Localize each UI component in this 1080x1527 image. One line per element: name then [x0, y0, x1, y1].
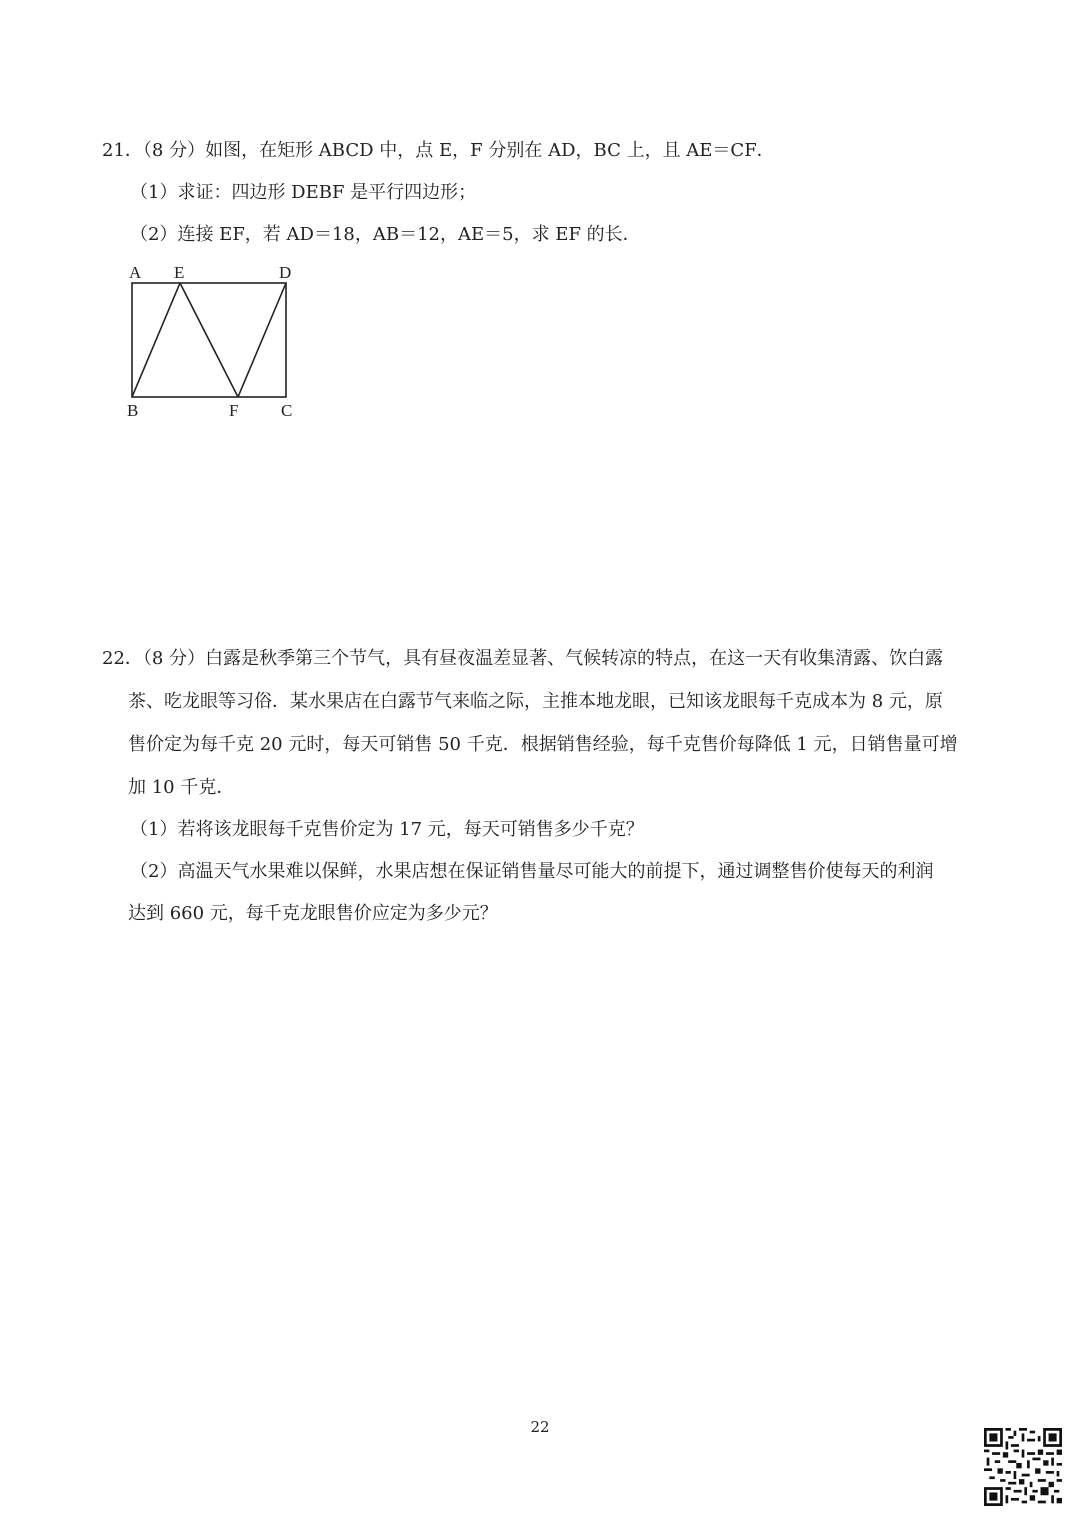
q21-stem: 21．（8 分）如图，在矩形 ABCD 中，点 E，F 分别在 AD，BC 上，且 AE＝CF．	[102, 140, 775, 161]
segment-be	[132, 283, 180, 397]
q22-part2-line2: 达到 660 元，每千克龙眼售价应定为多少元？	[128, 903, 498, 924]
label-e: E	[174, 263, 185, 282]
q22-part2-line1: （2）高温天气水果难以保鲜，水果店想在保证销售量尽可能大的前提下，通过调整售价使每天的利润	[130, 861, 934, 882]
label-b: B	[127, 401, 139, 420]
rectangle-figure	[118, 258, 308, 428]
qr-code-icon	[984, 1428, 1062, 1506]
segment-ef	[180, 283, 238, 397]
label-a: A	[129, 263, 142, 282]
q22-part1: （1）若将该龙眼每千克售价定为 17 元，每天可销售多少千克？	[130, 819, 644, 840]
q21-part1: （1）求证：四边形 DEBF 是平行四边形；	[130, 182, 477, 203]
page-number: 22	[530, 1418, 550, 1436]
label-d: D	[279, 263, 292, 282]
q22-line2: 茶、吃龙眼等习俗．某水果店在白露节气来临之际，主推本地龙眼，已知该龙眼每千克成本为 8 元，原	[128, 691, 943, 712]
q22-line1: 22．（8 分）白露是秋季第三个节气，具有昼夜温差显著、气候转凉的特点，在这一天有收集清露、饮白露	[102, 648, 944, 669]
label-c: C	[281, 401, 293, 420]
segment-fd	[238, 283, 286, 397]
q22-line3: 售价定为每千克 20 元时，每天可销售 50 千克．根据销售经验，每千克售价每降低 1 元，日销售量可增	[128, 734, 958, 755]
q22-line4: 加 10 千克．	[128, 777, 235, 798]
q21-part2: （2）连接 EF，若 AD＝18，AB＝12，AE＝5，求 EF 的长．	[130, 224, 641, 245]
label-f: F	[229, 401, 239, 420]
